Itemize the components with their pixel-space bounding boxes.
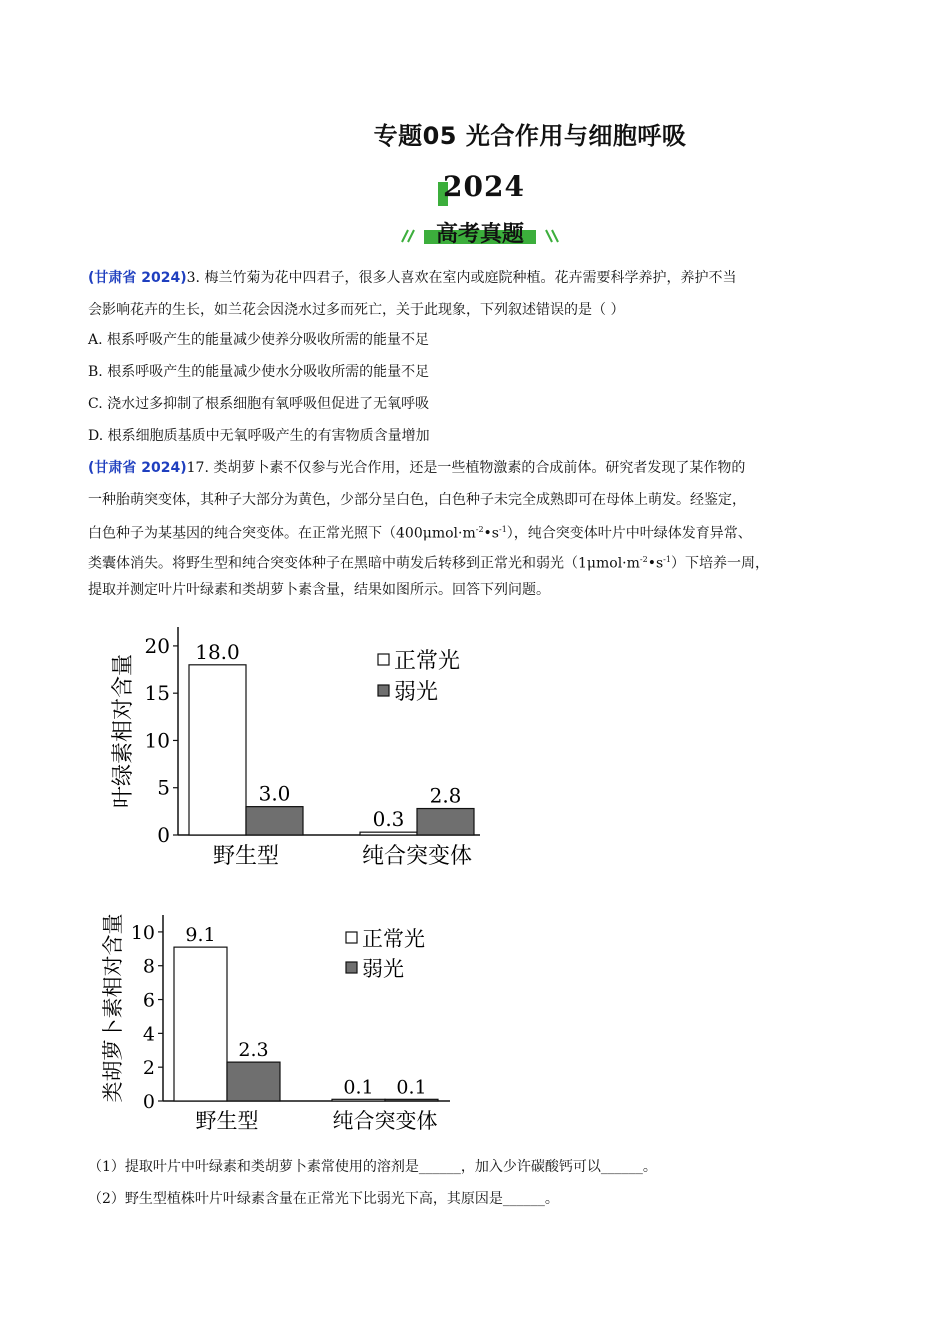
y-tick-label: 8 <box>142 955 155 978</box>
badge-year: 2024 <box>443 170 525 203</box>
legend-label: 弱光 <box>394 680 439 705</box>
bar-value-label: 0.3 <box>372 807 405 832</box>
bar-weak-light <box>385 1099 438 1101</box>
q17-line4-sup2: -1 <box>663 555 671 564</box>
y-tick-label: 20 <box>144 633 170 658</box>
y-axis-label: 类胡萝卜素相对含量 <box>101 913 125 1103</box>
bar-value-label: 2.8 <box>429 783 462 808</box>
bar-normal-light <box>174 947 227 1101</box>
q17-line3-a: 白色种子为某基因的纯合突变体。在正常光照下（400μmol·m <box>88 525 476 542</box>
x-category-label: 纯合突变体 <box>361 844 473 869</box>
y-tick-label: 0 <box>142 1091 155 1113</box>
y-tick-label: 6 <box>142 989 155 1012</box>
badge-label: 高考真题 <box>435 222 524 247</box>
legend-swatch <box>378 654 389 665</box>
legend-label: 弱光 <box>362 957 404 981</box>
y-tick-label: 2 <box>142 1057 155 1080</box>
q17-line4-mid: •s <box>647 555 664 572</box>
q3-option-c: C. 浇水过多抑制了根系细胞有氧呼吸但促进了无氧呼吸 <box>88 396 430 412</box>
bar-value-label: 2.3 <box>238 1039 269 1062</box>
q17-line2: 一种胎萌突变体，其种子大部分为黄色，少部分呈白色，白色种子未完全成熟即可在母体上萌发。经鉴定， <box>88 492 746 508</box>
q17-line4-b: ）下培养一周， <box>670 555 769 572</box>
bar-weak-light <box>417 809 474 835</box>
bar-value-label: 0.1 <box>343 1076 374 1099</box>
y-tick-label: 0 <box>157 823 170 847</box>
q3-stem-text1: 3. 梅兰竹菊为花中四君子，很多人喜欢在室内或庭院种植。花卉需要科学养护，养护不当 <box>186 270 737 286</box>
q17-line1 <box>88 458 745 478</box>
q17-line4-sup1: -2 <box>639 555 648 564</box>
badge-band <box>400 212 560 250</box>
q17-line3-mid: •s <box>483 525 499 542</box>
y-axis-label: 叶绿素相对含量 <box>111 653 136 809</box>
q3-stem-line2: 会影响花卉的生长，如兰花会因浇水过多而死亡，关于此现象，下列叙述错误的是（ ） <box>88 302 625 318</box>
chart-carotenoid <box>100 895 500 1149</box>
q17-sub2: （2）野生型植株叶片叶绿素含量在正常光下比弱光下高，其原因是______。 <box>88 1191 559 1207</box>
q17-line4-a: 类囊体消失。将野生型和纯合突变体种子在黑暗中萌发后转移到正常光和弱光（1μmol·m <box>88 555 640 572</box>
bar-weak-light <box>246 807 303 835</box>
legend-swatch <box>378 685 389 696</box>
x-category-label: 野生型 <box>212 844 280 869</box>
bar-value-label: 9.1 <box>185 924 216 947</box>
x-category-label: 纯合突变体 <box>332 1109 438 1133</box>
q17-line1-text: 17. 类胡萝卜素不仅参与光合作用，还是一些植物激素的合成前体。研究者发现了某作物的 <box>186 460 746 476</box>
q3-option-a: A. 根系呼吸产生的能量减少使养分吸收所需的能量不足 <box>88 332 430 348</box>
y-tick-label: 10 <box>144 728 170 753</box>
y-tick-label: 5 <box>157 775 170 800</box>
page-title: 专题05 光合作用与细胞呼吸 <box>373 122 687 150</box>
chart-chlorophyll <box>100 615 520 879</box>
bar-value-label: 0.1 <box>396 1076 427 1099</box>
q17-line3 <box>88 520 752 544</box>
y-tick-label: 10 <box>130 921 155 944</box>
legend-swatch <box>346 932 357 943</box>
q17-line4 <box>88 550 769 574</box>
x-category-label: 野生型 <box>195 1109 259 1133</box>
legend-label: 正常光 <box>394 649 461 674</box>
y-tick-label: 15 <box>144 681 170 706</box>
bar-value-label: 3.0 <box>258 781 291 806</box>
bar-value-label: 18.0 <box>195 639 240 664</box>
q17-sub1: （1）提取叶片中叶绿素和类胡萝卜素常使用的溶剂是______，加入少许碳酸钙可以______。 <box>88 1159 657 1175</box>
q3-option-d: D. 根系细胞质基质中无氧呼吸产生的有害物质含量增加 <box>88 428 430 444</box>
q17-line5: 提取并测定叶片叶绿素和类胡萝卜素含量，结果如图所示。回答下列问题。 <box>88 582 550 598</box>
legend-swatch <box>346 962 357 973</box>
bar-normal-light <box>332 1099 385 1101</box>
chart-carotenoid-svg <box>100 895 500 1145</box>
legend-label: 正常光 <box>362 927 425 951</box>
bar-normal-light <box>360 832 417 835</box>
q17-source: (甘肃省 2024) <box>88 460 187 476</box>
q3-stem-line1 <box>88 268 736 288</box>
q17-line3-sup1: -2 <box>475 525 484 534</box>
q3-option-b: B. 根系呼吸产生的能量减少使水分吸收所需的能量不足 <box>88 364 430 380</box>
bar-weak-light <box>227 1062 280 1101</box>
y-tick-label: 4 <box>142 1023 155 1046</box>
chart-chlorophyll-svg <box>100 615 520 875</box>
bar-normal-light <box>189 665 246 835</box>
q3-source: (甘肃省 2024) <box>88 270 187 286</box>
q17-line3-b: ），纯合突变体叶片中叶绿体发育异常、 <box>506 525 752 542</box>
q17-line3-sup2: -1 <box>498 525 507 534</box>
